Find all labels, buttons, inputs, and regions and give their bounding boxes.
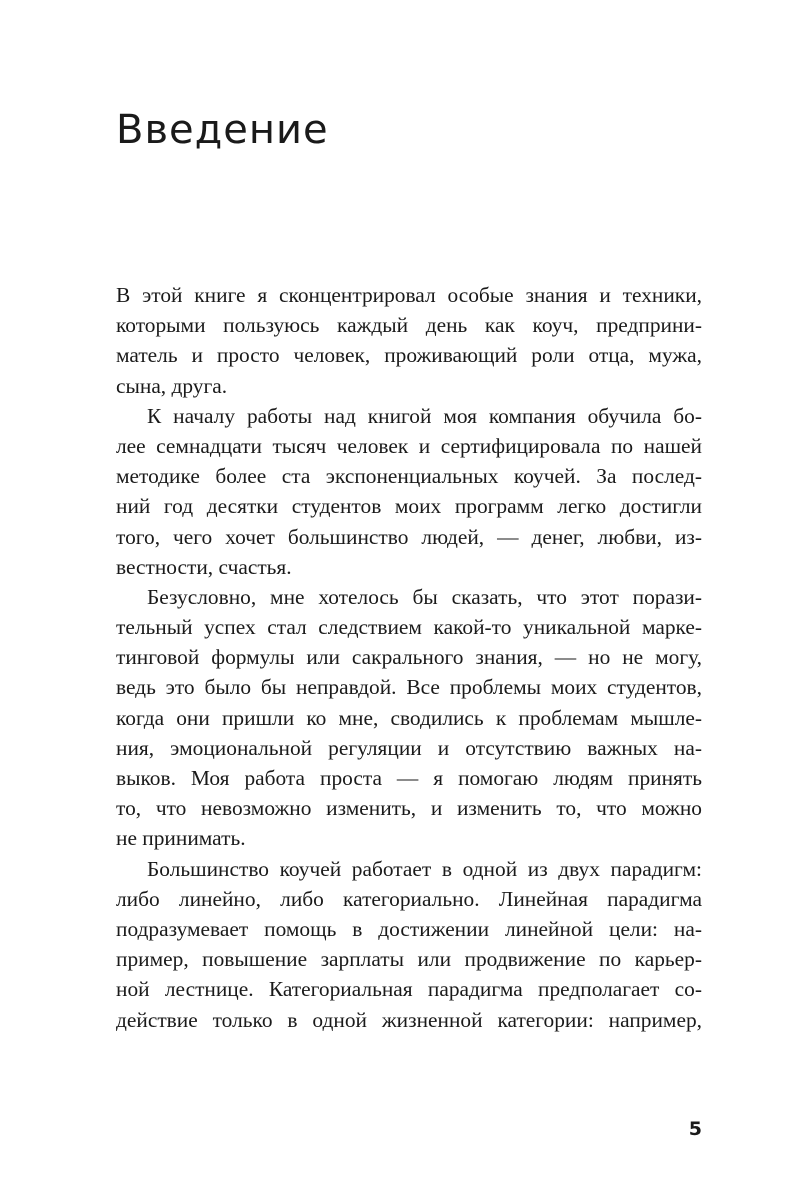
text-line: Большинство коучей работает в одной из двух парадигм:	[147, 856, 702, 881]
page-title: Введение	[116, 107, 329, 153]
text-line: методике более ста экспоненциальных коучей. За послед-	[116, 464, 702, 489]
text-line: выков. Моя работа проста — я помогаю людям принять	[116, 766, 702, 790]
text-line: то, что невозможно изменить, и изменить то, что можно	[116, 796, 702, 821]
text-line: вестности, счастья.	[116, 554, 292, 579]
text-line: пример, повышение зарплаты или продвижение по карьер-	[116, 947, 702, 972]
body-text	[116, 280, 702, 1035]
text-line: ной лестнице. Категориальная парадигма предполагает со-	[116, 977, 702, 1002]
text-line: не принимать.	[116, 826, 246, 851]
page-number: 5	[688, 1118, 702, 1140]
text-line: которыми пользуюсь каждый день как коуч, предприни-	[116, 313, 702, 338]
text-line: К началу работы над книгой моя компания обучила бо-	[147, 403, 702, 428]
text-line: подразумевает помощь в достижении линейной цели: на-	[116, 916, 702, 941]
text-line: действие только в одной жизненной категории: например,	[116, 1007, 702, 1032]
text-line: ния, эмоциональной регуляции и отсутствию важных на-	[116, 735, 702, 760]
text-line: тельный успех стал следствием какой-то уникальной марке-	[116, 615, 702, 640]
text-line: ний год десятки студентов моих программ легко достигли	[116, 494, 702, 519]
text-line: тинговой формулы или сакрального знания, — но не могу,	[116, 645, 702, 670]
text-line: лее семнадцати тысяч человек и сертифицировала по нашей	[116, 433, 702, 458]
text-line: В этой книге я сконцентрировал особые знания и техники,	[116, 283, 702, 307]
text-line: либо линейно, либо категориально. Линейная парадигма	[116, 886, 702, 911]
text-line: Безусловно, мне хотелось бы сказать, что этот порази-	[147, 584, 702, 609]
text-line: когда они пришли ко мне, сводились к проблемам мышле-	[116, 705, 702, 730]
text-line: сына, друга.	[116, 373, 228, 398]
text-line: ведь это было бы неправдой. Все проблемы моих студентов,	[116, 675, 702, 700]
text-line: матель и просто человек, проживающий роли отца, мужа,	[116, 343, 702, 368]
text-line: того, чего хочет большинство людей, — денег, любви, из-	[116, 524, 702, 549]
